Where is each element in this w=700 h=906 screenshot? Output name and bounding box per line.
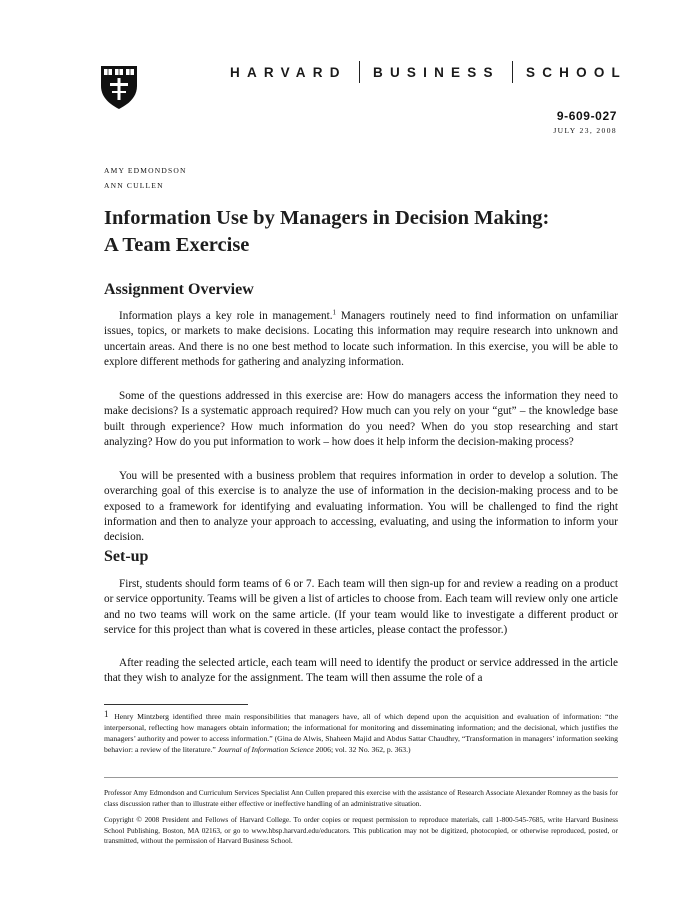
footnote [104, 711, 618, 755]
paragraph-text: Managers routinely need to find information on unfamiliar issues, topics, or markets to make decisions. Locating this information may require research into unknown and uncertain areas. And there is no one best method to locate such information. In this exercise, you will be able to explore different methods for gathering and analyzing information. [104, 310, 619, 368]
wordmark-divider [512, 61, 513, 83]
footnote-journal: Journal of Information Science [217, 745, 314, 754]
case-date: JULY 23, 2008 [553, 126, 617, 135]
author-name: ANN CULLEN [104, 181, 164, 190]
title-line: Information Use by Managers in Decision Making: [104, 207, 550, 229]
document-title [104, 205, 624, 259]
footer-divider [104, 777, 618, 778]
title-line: A Team Exercise [104, 234, 250, 256]
hbs-shield-icon [100, 64, 138, 110]
footnote-number: 1 [104, 709, 109, 719]
section-heading-assignment-overview: Assignment Overview [104, 281, 254, 298]
footer-copyright: Copyright © 2008 President and Fellows of Harvard College. To order copies or request permission to reproduce materials, call 1-800-545-7685, write Harvard Business School Publishing, Boston, MA 02163, or go to www.hbsp.harvard.edu/educators. This publication may not be digitized, photocopied, or otherwise reproduced, posted, or transmitted, without the permission of Harvard Business School. [104, 815, 618, 846]
wordmark-harvard: HARVARD [230, 64, 347, 80]
author-name: AMY EDMONDSON [104, 166, 187, 175]
body-paragraph: First, students should form teams of 6 or 7. Each team will then sign-up for and review a reading on a product or service opportunity. Teams will be given a list of articles to choose from. Each team will review only one article and no two teams will work on the same article. (If your team would like to investigate a different product or service for this project than what is covered in these articles, please contact the professor.) [104, 578, 618, 636]
paragraph-text: Information plays a key role in management. [119, 310, 333, 322]
footnote-text: Henry Mintzberg identified three main responsibilities that managers have, all of which depend upon the acquisition and evaluation of information: “the interpersonal, reflecting how managers obtain information; the informational for monitoring and disseminating information; and the decisional, which justifies the managers’ authority and power to access information.” (Gina de Alwis, Shaheen Majid and Abdus Sattar Chaudhry, “Transformation in managers’ information seeking behavior: a review of the literature.” [104, 712, 618, 754]
wordmark-business: BUSINESS [373, 64, 500, 80]
footnote-reference[interactable]: 1 [332, 308, 337, 317]
section-heading-setup: Set-up [104, 548, 149, 565]
body-paragraph: You will be presented with a business problem that requires information in order to develop a solution. The overarching goal of this exercise is to analyze the use of information in the decision-making process and to be exposed to a framework for identifying and evaluating information. You will be challenged to find the right information and then to analyze your approach to accessing, evaluating, and using the information to inform your decision. [104, 470, 618, 544]
wordmark-school: SCHOOL [526, 64, 627, 80]
footnote-divider [104, 704, 248, 705]
footnote-text: 2006; vol. 32 No. 362, p. 363.) [313, 745, 411, 754]
hbs-wordmark [230, 62, 627, 82]
case-number: 9-609-027 [556, 109, 617, 123]
wordmark-divider [359, 61, 360, 83]
body-paragraph: Some of the questions addressed in this exercise are: How do managers access the information they need to make decisions? Is a systematic approach required? How much can you rely on your “gut” – the knowledge base built through experience? How much information do you need? When do you stop researching and start analyzing? How do you put information to work – how does it help inform the decision-making process? [104, 390, 618, 448]
body-paragraph: After reading the selected article, each team will need to identify the product or service addressed in the article that they wish to analyze for the assignment. The team will then assume the role of a [104, 657, 618, 685]
body-paragraph [104, 309, 618, 370]
footer-prepared-note: Professor Amy Edmondson and Curriculum Services Specialist Ann Cullen prepared this exercise with the assistance of Research Associate Alexander Romney as the basis for class discussion rather than to illustrate either effective or ineffective handling of an administrative situation. [104, 788, 618, 808]
